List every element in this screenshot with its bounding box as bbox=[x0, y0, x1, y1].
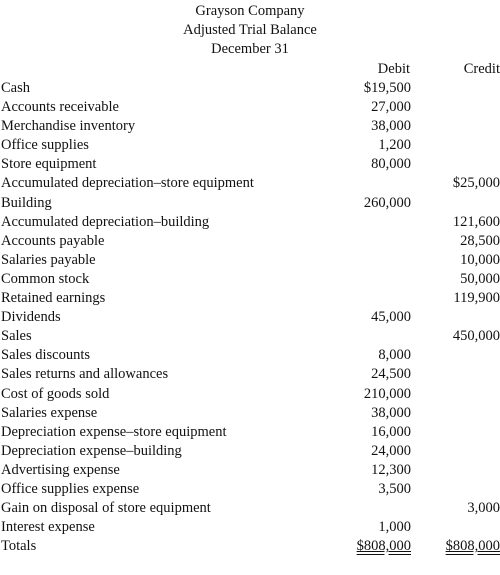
debit-amount: 16,000 bbox=[371, 423, 411, 440]
table-row bbox=[0, 98, 500, 117]
credit-amount: 450,000 bbox=[452, 328, 500, 345]
table-row bbox=[0, 346, 500, 365]
account-name: Cash bbox=[1, 80, 30, 96]
debit-amount: 38,000 bbox=[371, 404, 411, 421]
table-row bbox=[0, 480, 500, 499]
totals-row bbox=[0, 537, 500, 556]
credit-amount: 28,500 bbox=[460, 232, 500, 249]
table-row bbox=[0, 442, 500, 461]
table-row bbox=[0, 461, 500, 480]
account-name: Cost of goods sold bbox=[1, 385, 110, 402]
debit-column-header: Debit bbox=[377, 61, 410, 77]
credit-column-header: Credit bbox=[463, 61, 500, 77]
account-name: Building bbox=[1, 194, 52, 211]
table-row bbox=[0, 232, 500, 251]
credit-amount: 10,000 bbox=[460, 251, 500, 268]
account-name: Depreciation expense–store equipment bbox=[1, 423, 227, 440]
account-name: Gain on disposal of store equipment bbox=[1, 500, 211, 517]
debit-total: $808,000 bbox=[356, 538, 411, 555]
table-row bbox=[0, 194, 500, 213]
table-row bbox=[0, 499, 500, 518]
debit-amount: 45,000 bbox=[371, 309, 411, 326]
company-name: Grayson Company bbox=[195, 3, 305, 19]
account-name: Retained earnings bbox=[1, 290, 106, 307]
account-name: Office supplies bbox=[1, 137, 89, 154]
credit-amount: 119,900 bbox=[453, 290, 500, 307]
account-name: Accounts payable bbox=[1, 232, 105, 249]
account-name: Store equipment bbox=[1, 156, 97, 173]
table-row bbox=[0, 365, 500, 384]
table-row bbox=[0, 327, 500, 346]
table-row bbox=[0, 518, 500, 537]
totals-label: Totals bbox=[1, 538, 37, 555]
table-row bbox=[0, 213, 500, 232]
table-row bbox=[0, 404, 500, 423]
table-row bbox=[0, 79, 500, 98]
table-row bbox=[0, 117, 500, 136]
debit-amount: 260,000 bbox=[363, 194, 411, 211]
table-row bbox=[0, 251, 500, 270]
account-name: Office supplies expense bbox=[1, 480, 140, 497]
report-title: Adjusted Trial Balance bbox=[183, 22, 317, 38]
debit-amount: $19,500 bbox=[363, 80, 411, 96]
account-name: Depreciation expense–building bbox=[1, 442, 182, 459]
debit-amount: 1,200 bbox=[378, 137, 411, 154]
debit-amount: 1,000 bbox=[378, 519, 411, 536]
account-name: Sales discounts bbox=[1, 347, 91, 364]
account-name: Common stock bbox=[1, 270, 90, 287]
credit-total: $808,000 bbox=[445, 538, 500, 555]
account-name: Salaries expense bbox=[1, 404, 98, 421]
debit-amount: 38,000 bbox=[371, 118, 411, 135]
account-name: Dividends bbox=[1, 309, 61, 326]
credit-amount: 121,600 bbox=[452, 213, 500, 230]
account-name: Interest expense bbox=[1, 519, 95, 536]
account-name: Advertising expense bbox=[1, 461, 120, 478]
trial-balance-table bbox=[0, 79, 500, 556]
credit-amount: $25,000 bbox=[452, 175, 500, 192]
account-name: Sales returns and allowances bbox=[1, 366, 169, 383]
debit-amount: 8,000 bbox=[378, 347, 411, 364]
debit-amount: 12,300 bbox=[371, 461, 411, 478]
table-row bbox=[0, 423, 500, 442]
table-row bbox=[0, 155, 500, 174]
account-name: Accounts receivable bbox=[1, 99, 119, 116]
account-name: Accumulated depreciation–building bbox=[1, 213, 210, 230]
account-name: Accumulated depreciation–store equipment bbox=[1, 175, 254, 192]
account-name: Merchandise inventory bbox=[1, 118, 136, 135]
table-row bbox=[0, 385, 500, 404]
account-name: Sales bbox=[1, 328, 32, 345]
table-row bbox=[0, 308, 500, 327]
debit-amount: 27,000 bbox=[371, 99, 411, 116]
report-date: December 31 bbox=[211, 41, 289, 57]
table-row bbox=[0, 174, 500, 193]
column-headers bbox=[0, 60, 500, 79]
debit-amount: 24,000 bbox=[371, 442, 411, 459]
debit-amount: 24,500 bbox=[371, 366, 411, 383]
report-header bbox=[0, 2, 500, 59]
debit-amount: 80,000 bbox=[371, 156, 411, 173]
debit-amount: 3,500 bbox=[378, 480, 411, 497]
table-row bbox=[0, 270, 500, 289]
debit-amount: 210,000 bbox=[363, 385, 411, 402]
account-name: Salaries payable bbox=[1, 251, 96, 268]
table-row bbox=[0, 136, 500, 155]
table-row bbox=[0, 289, 500, 308]
credit-amount: 50,000 bbox=[460, 270, 500, 287]
credit-amount: 3,000 bbox=[467, 500, 500, 517]
